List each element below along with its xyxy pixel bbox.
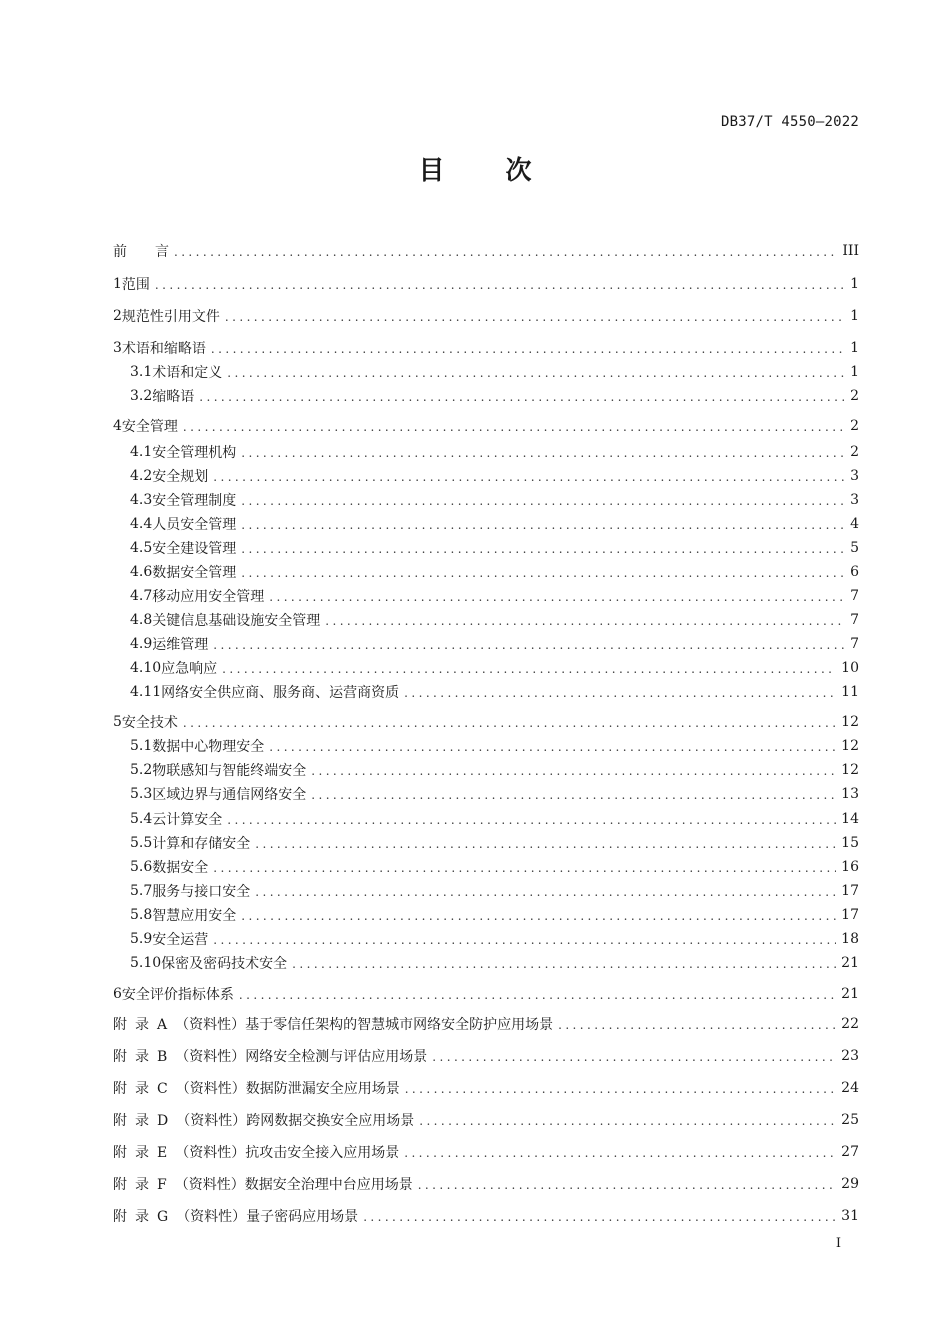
toc-leader-dots (241, 494, 844, 508)
toc-leader-dots (241, 446, 844, 460)
toc-entry-number: 5.8 (130, 907, 153, 923)
toc-entry-page: 17 (841, 883, 859, 899)
toc-entry-label: 数据安全 (152, 860, 209, 876)
toc-leader-dots (404, 1146, 836, 1160)
toc-entry[interactable] (113, 808, 859, 830)
toc-entry-page: 5 (850, 540, 859, 556)
toc-entry[interactable] (113, 783, 859, 805)
toc-entry-page: 1 (850, 276, 859, 292)
toc-leader-dots (241, 542, 844, 556)
toc-entry-number: 4.6 (130, 564, 153, 580)
toc-entry-label: 应急响应 (161, 661, 218, 677)
toc-leader-dots (325, 614, 844, 628)
toc-entry[interactable] (113, 952, 859, 974)
toc-entry-number: 附录G (113, 1209, 177, 1225)
toc-leader-dots (269, 740, 836, 754)
toc-entry-label: 计算和存储安全 (152, 836, 251, 852)
toc-leader-dots (405, 1082, 836, 1096)
toc-entry-label: （资料性）量子密码应用场景 (176, 1209, 359, 1225)
toc-entry-label: （资料性）跨网数据交换安全应用场景 (176, 1113, 415, 1129)
toc-entry-number: 5.6 (130, 859, 153, 875)
toc-entry-label: 安全运营 (152, 932, 209, 948)
toc-entry-page: 29 (841, 1176, 859, 1192)
toc-entry-page: III (842, 243, 859, 259)
toc-entry-label: 人员安全管理 (152, 517, 237, 533)
toc-entry-label: 安全管理制度 (152, 493, 237, 509)
toc-entry[interactable] (113, 1109, 859, 1131)
toc-entry-page: 7 (850, 612, 859, 628)
toc-entry-number: 1 (113, 276, 122, 292)
toc-leader-dots (241, 566, 844, 580)
toc-entry-page: 4 (850, 516, 859, 532)
toc-entry[interactable] (113, 904, 859, 926)
toc-entry-label: 安全规划 (152, 469, 209, 485)
toc-entry[interactable] (113, 983, 859, 1005)
toc-entry-number: 4.1 (130, 444, 153, 460)
toc-entry[interactable] (113, 441, 859, 463)
toc-entry-page: 7 (850, 636, 859, 652)
toc-entry-label: 移动应用安全管理 (152, 589, 265, 605)
toc-entry-number: 附录A (113, 1017, 176, 1033)
toc-entry-label: 安全技术 (121, 715, 178, 731)
toc-entry-page: 10 (841, 660, 859, 676)
toc-entry-page: 21 (841, 986, 859, 1002)
toc-entry[interactable] (113, 1045, 859, 1067)
toc-entry-number: 4.8 (130, 612, 153, 628)
toc-leader-dots (213, 933, 836, 947)
toc-entry-number: 4.4 (130, 516, 153, 532)
toc-leader-dots (269, 590, 844, 604)
toc-entry-page: 12 (841, 762, 859, 778)
toc-entry-page: 13 (841, 786, 859, 802)
toc-entry-page: 22 (841, 1016, 859, 1032)
toc-entry-number: 5.2 (130, 762, 153, 778)
toc-leader-dots (199, 390, 844, 404)
toc-entry-number: 5.4 (130, 811, 153, 827)
toc-entry-label: 云计算安全 (152, 812, 223, 828)
toc-entry-page: 24 (841, 1080, 859, 1096)
toc-entry[interactable] (113, 735, 859, 757)
toc-entry-page: 21 (841, 955, 859, 971)
toc-entry[interactable] (113, 681, 859, 703)
page-number: I (835, 1236, 841, 1251)
toc-entry[interactable] (113, 1173, 859, 1195)
toc-entry-label: 范围 (121, 277, 150, 293)
toc-leader-dots (211, 342, 844, 356)
toc-leader-dots (239, 988, 836, 1002)
toc-entry-page: 17 (841, 907, 859, 923)
toc-entry-number: 4.2 (130, 468, 153, 484)
toc-entry[interactable] (113, 657, 859, 679)
toc-entry-number: 附录F (113, 1177, 175, 1193)
toc-entry[interactable] (113, 561, 859, 583)
toc-entry-number: 4.9 (130, 636, 153, 652)
toc-entry-page: 1 (850, 308, 859, 324)
toc-entry-page: 6 (850, 564, 859, 580)
toc-entry-page: 2 (850, 444, 859, 460)
toc-entry-label: （资料性）数据防泄漏安全应用场景 (175, 1081, 400, 1097)
toc-entry-number: 前 言 (113, 244, 169, 260)
toc-entry-label: 规范性引用文件 (121, 309, 220, 325)
toc-leader-dots (432, 1050, 836, 1064)
toc-entry-label: 数据中心物理安全 (152, 739, 265, 755)
toc-entry[interactable] (113, 832, 859, 854)
toc-entry-number: 4.10 (130, 660, 162, 676)
toc-entry[interactable] (113, 273, 859, 295)
toc-entry[interactable] (113, 489, 859, 511)
toc-leader-dots (183, 716, 836, 730)
toc-entry-page: 31 (841, 1208, 859, 1224)
toc-entry-label: 运维管理 (152, 637, 209, 653)
toc-leader-dots (225, 310, 844, 324)
toc-entry[interactable] (113, 537, 859, 559)
toc-entry-label: 安全管理 (121, 419, 178, 435)
toc-leader-dots (311, 788, 836, 802)
toc-entry-number: 5.9 (130, 931, 153, 947)
toc-leader-dots (419, 1114, 836, 1128)
toc-entry[interactable] (113, 361, 859, 383)
toc-entry-number: 附录C (113, 1081, 176, 1097)
toc-entry-label: （资料性）基于零信任架构的智慧城市网络安全防护应用场景 (175, 1017, 554, 1033)
toc-leader-dots (255, 837, 836, 851)
toc-entry[interactable] (113, 1013, 859, 1035)
toc-entry-number: 6 (113, 986, 122, 1002)
toc-entry-label: （资料性）网络安全检测与评估应用场景 (175, 1049, 428, 1065)
toc-entry-label: 术语和缩略语 (121, 341, 206, 357)
toc-entry-number: 5.10 (130, 955, 162, 971)
toc-entry-number: 4.7 (130, 588, 153, 604)
toc-leader-dots (311, 764, 836, 778)
toc-entry-page: 1 (850, 364, 859, 380)
toc-entry-page: 11 (841, 684, 859, 700)
toc-entry-label: （资料性）数据安全治理中台应用场景 (174, 1177, 413, 1193)
toc-entry-number: 3.2 (130, 388, 153, 404)
toc-leader-dots (292, 957, 836, 971)
toc-leader-dots (255, 885, 836, 899)
toc-entry-label: 物联感知与智能终端安全 (152, 763, 307, 779)
toc-entry-label: 安全评价指标体系 (121, 987, 234, 1003)
toc-entry[interactable] (113, 240, 859, 262)
toc-entry-page: 12 (841, 738, 859, 754)
toc-leader-dots (363, 1210, 836, 1224)
doc-code: DB37/T 4550—2022 (720, 114, 859, 130)
toc-entry-number: 5.7 (130, 883, 153, 899)
toc-entry-number: 4.3 (130, 492, 153, 508)
toc-entry-label: 数据安全管理 (152, 565, 237, 581)
toc-entry-label: 安全建设管理 (152, 541, 237, 557)
toc-leader-dots (227, 813, 836, 827)
toc-entry[interactable] (113, 856, 859, 878)
toc-entry-number: 5 (113, 714, 122, 730)
toc-entry-label: 安全管理机构 (152, 445, 237, 461)
toc-entry-page: 25 (841, 1112, 859, 1128)
toc-entry[interactable] (113, 305, 859, 327)
toc-entry-number: 5.3 (130, 786, 153, 802)
toc-entry[interactable] (113, 337, 859, 359)
toc-entry[interactable] (113, 415, 859, 437)
toc-entry-page: 14 (841, 811, 859, 827)
toc-entry-number: 4.5 (130, 540, 153, 556)
toc-entry[interactable] (113, 585, 859, 607)
toc-entry[interactable] (113, 880, 859, 902)
toc-entry-label: 关键信息基础设施安全管理 (152, 613, 321, 629)
toc-entry-number: 4 (113, 418, 122, 434)
toc-leader-dots (227, 366, 844, 380)
toc-entry-number: 5.5 (130, 835, 153, 851)
toc-leader-dots (213, 861, 836, 875)
toc-entry-label: 术语和定义 (152, 365, 223, 381)
toc-entry-page: 12 (841, 714, 859, 730)
toc-leader-dots (222, 662, 836, 676)
toc-entry-number: 4.11 (130, 684, 162, 700)
toc-leader-dots (213, 638, 844, 652)
toc-entry[interactable] (113, 928, 859, 950)
toc-entry[interactable] (113, 513, 859, 535)
toc-entry-page: 1 (850, 340, 859, 356)
toc-entry-number: 附录E (113, 1145, 176, 1161)
toc-entry-page: 3 (850, 492, 859, 508)
toc-entry-number: 5.1 (130, 738, 153, 754)
toc-entry[interactable] (113, 1077, 859, 1099)
toc-entry-number: 附录D (113, 1113, 177, 1129)
toc-leader-dots (213, 470, 844, 484)
toc-entry-label: 保密及密码技术安全 (161, 956, 288, 972)
toc-entry-page: 7 (850, 588, 859, 604)
toc-entry-label: 网络安全供应商、服务商、运营商资质 (161, 685, 400, 701)
toc-entry-page: 15 (841, 835, 859, 851)
toc-leader-dots (558, 1018, 836, 1032)
toc-entry[interactable] (113, 1141, 859, 1163)
toc-entry-page: 2 (850, 388, 859, 404)
toc-entry[interactable] (113, 711, 859, 733)
page-title: 目 次 (418, 156, 558, 186)
toc-leader-dots (241, 518, 844, 532)
toc-entry-number: 附录B (113, 1049, 176, 1065)
toc-entry-page: 16 (841, 859, 859, 875)
toc-entry[interactable] (113, 759, 859, 781)
toc-entry-label: 智慧应用安全 (152, 908, 237, 924)
toc-entry-page: 3 (850, 468, 859, 484)
toc-leader-dots (418, 1178, 836, 1192)
toc-entry-label: （资料性）抗攻击安全接入应用场景 (175, 1145, 400, 1161)
toc-leader-dots (183, 420, 844, 434)
toc-entry-page: 23 (841, 1048, 859, 1064)
toc-entry-label: 缩略语 (152, 389, 195, 405)
toc-leader-dots (174, 245, 837, 259)
toc-entry[interactable] (113, 609, 859, 631)
toc-leader-dots (241, 909, 836, 923)
toc-entry-number: 3.1 (130, 364, 153, 380)
toc-entry-page: 2 (850, 418, 859, 434)
toc-entry[interactable] (113, 465, 859, 487)
toc-entry-page: 18 (841, 931, 859, 947)
toc-entry-number: 2 (113, 308, 122, 324)
toc-leader-dots (155, 278, 844, 292)
toc-entry-label: 区域边界与通信网络安全 (152, 787, 307, 803)
toc-entry-page: 27 (841, 1144, 859, 1160)
toc-entry[interactable] (113, 385, 859, 407)
toc-entry-number: 3 (113, 340, 122, 356)
toc-entry[interactable] (113, 1205, 859, 1227)
toc-entry-label: 服务与接口安全 (152, 884, 251, 900)
toc-leader-dots (404, 686, 836, 700)
toc-entry[interactable] (113, 633, 859, 655)
